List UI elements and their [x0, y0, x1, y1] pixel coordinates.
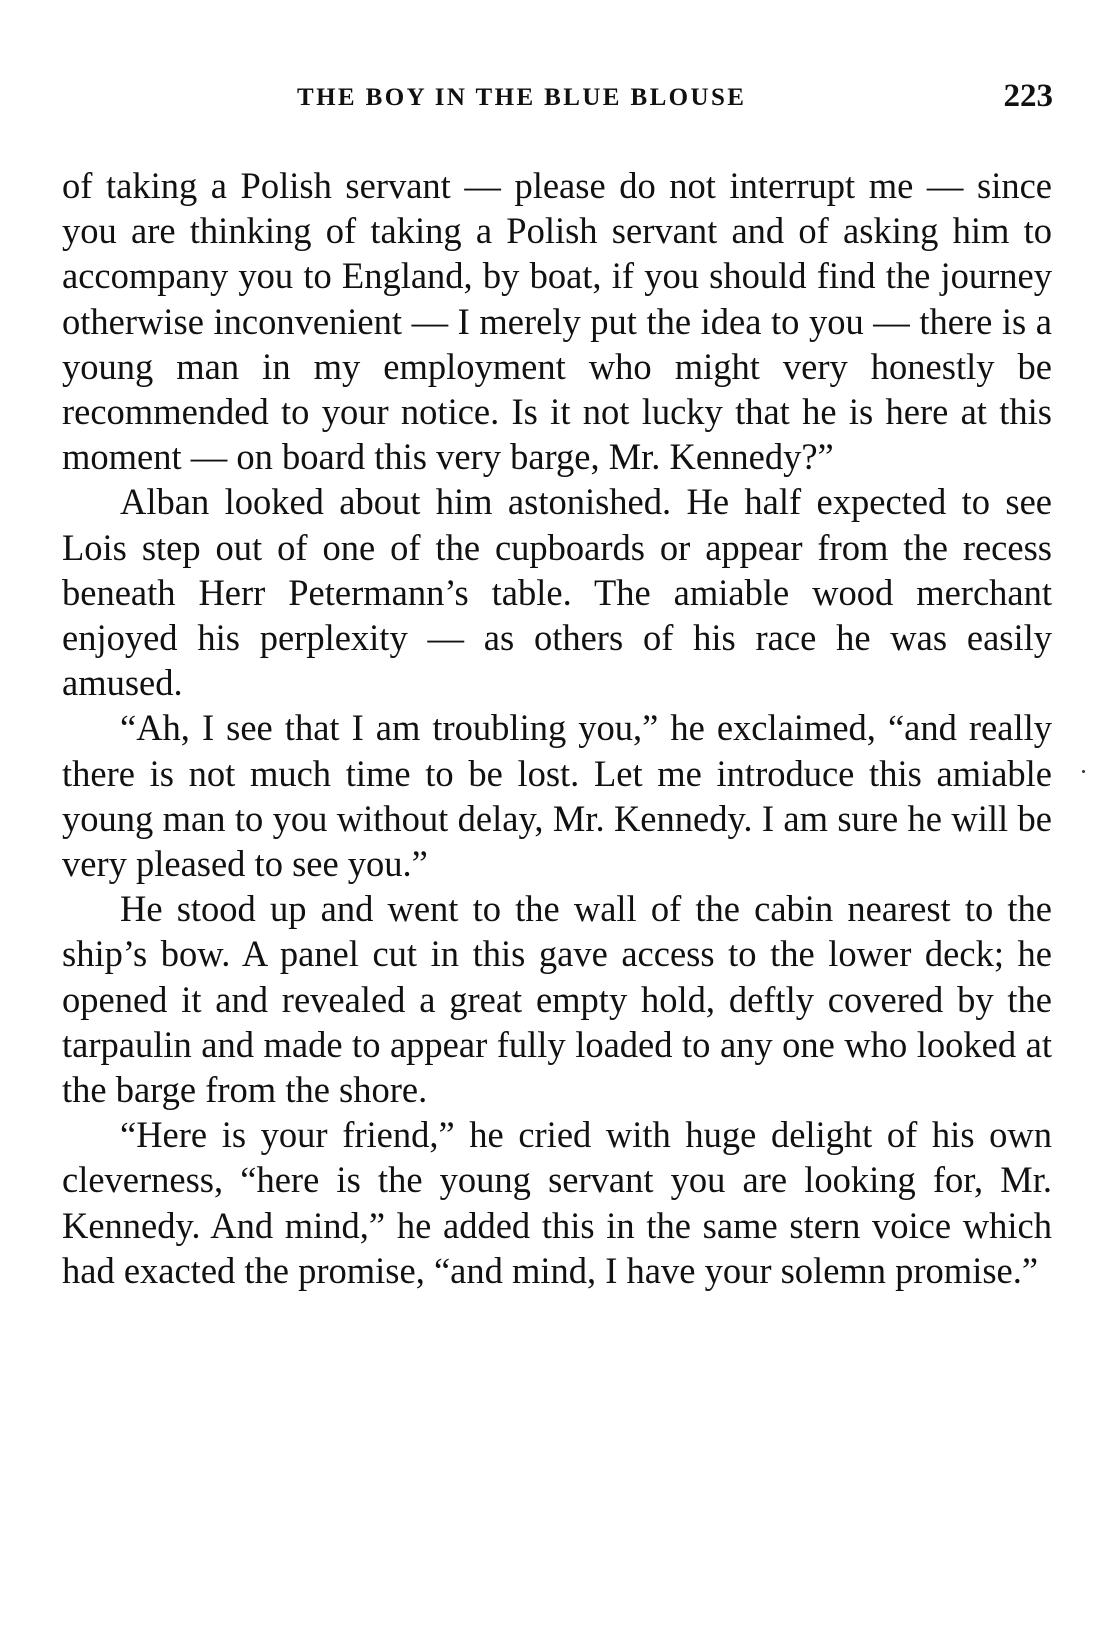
paragraph: “Here is your friend,” he cried with huge delight of his own cleverness, “here is the young servant you are looking for, Mr. Kennedy. And mind,” he added this in the same stern voice which had exacted the promise, “and mind, I have your solemn promise.”: [62, 1114, 1052, 1291]
running-title: THE BOY IN THE BLUE BLOUSE: [297, 84, 747, 111]
paragraph: “Ah, I see that I am troubling you,” he exclaimed, “and really there is not much time to be lost. Let me introduce this amiable young man to you without delay, Mr. Kennedy. I am sure he will be very pleased to see you.”: [62, 707, 1052, 885]
paragraph: He stood up and went to the wall of the cabin nearest to the ship’s bow. A panel cut in this gave access to the lower deck; he opened it and revealed a great empty hold, deftly covered by the tarpaulin and made to appear fully loaded to any one who looked at the barge from the shore.: [62, 888, 1052, 1111]
body-text: [62, 163, 1052, 1293]
paragraph-continued: of taking a Polish servant — please do not interrupt me — since you are thinking of taking a Polish servant and of asking him to accompany you to England, by boat, if you should find the journey otherwise inconvenient — I merely put the idea to you — there is a young man in my employment who might very honestly be recommended to your notice. Is it not lucky that he is here at this moment — on board this very barge, Mr. Kennedy?”: [62, 165, 1052, 478]
running-header: [0, 78, 1111, 118]
page-number: 223: [1003, 78, 1053, 114]
paragraph: Alban looked about him astonished. He half expected to see Lois step out of one of the cupboards or appear from the recess beneath Herr Petermann’s table. The amiable wood merchant enjoyed his perplexity — as others of his race he was easily amused.: [62, 481, 1052, 704]
scan-speck: [1082, 770, 1085, 773]
